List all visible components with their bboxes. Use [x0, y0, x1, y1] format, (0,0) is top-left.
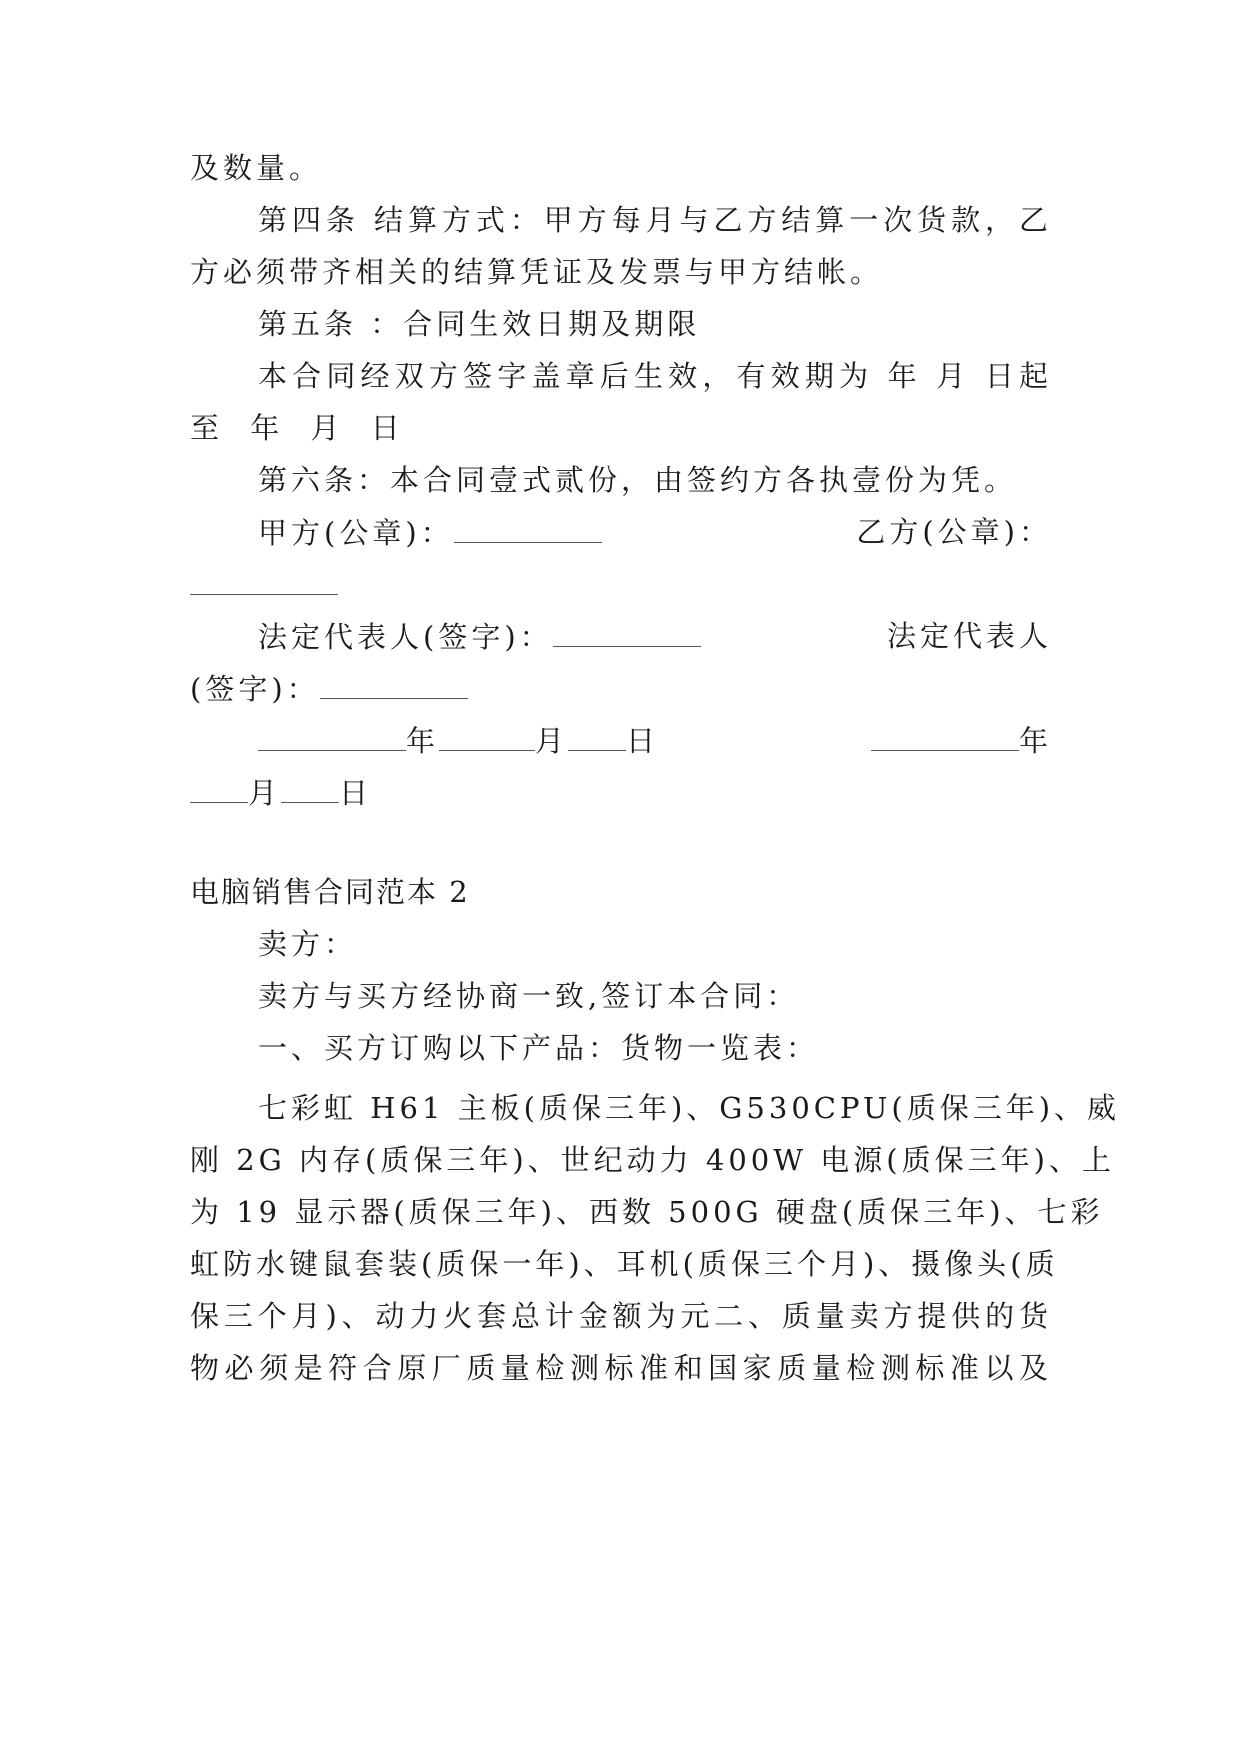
- article-6-line: 第六条：本合同壹式贰份，由签约方各执壹份为凭。: [258, 463, 1018, 497]
- rep-b-label: 法定代表人: [886, 619, 1052, 653]
- date-a-month-label: 月: [535, 724, 569, 758]
- contract-2-title: 电脑销售合同范本 2: [190, 875, 470, 909]
- date-b-year-label: 年: [1018, 724, 1052, 758]
- rep-b-sign-label: (签字)：: [190, 672, 320, 706]
- text-line: 方必须带齐相关的结算凭证及发票与甲方结帐。: [190, 255, 884, 289]
- party-b-seal-blank: [190, 564, 338, 595]
- date-b-row: [190, 772, 1052, 812]
- seller-line: 卖方：: [258, 927, 358, 961]
- date-a-day-blank: [568, 720, 626, 751]
- item-1-line: 一、买方订购以下产品：货物一览表：: [258, 1031, 820, 1065]
- product-line: 物必须是符合原厂质量检测标准和国家质量检测标准以及: [190, 1351, 1052, 1385]
- product-line: 保三个月)、动力火套总计金额为元二、质量卖方提供的货: [190, 1299, 1052, 1333]
- date-row: [258, 720, 1052, 760]
- product-line: 虹防水键鼠套装(质保一年)、耳机(质保三个月)、摄像头(质: [190, 1247, 1059, 1281]
- rep-b-row: [190, 668, 1052, 708]
- rep-a-label: 法定代表人(签字)：: [258, 620, 553, 654]
- party-a-seal-blank: [454, 512, 602, 543]
- date-b-day-blank: [281, 772, 339, 803]
- rep-a-blank: [553, 616, 701, 647]
- party-b-seal-label: 乙方(公章)：: [856, 515, 1052, 549]
- party-seal-row: [258, 512, 1052, 552]
- product-line: 为 19 显示器(质保三年)、西数 500G 硬盘(质保三年)、七彩: [190, 1195, 1104, 1229]
- article-5-heading: 第五条 ：合同生效日期及期限: [258, 307, 701, 341]
- date-a-year-blank: [258, 720, 406, 751]
- date-b-month-blank: [190, 772, 248, 803]
- date-a-month-blank: [439, 720, 535, 751]
- product-line: 七彩虹 H61 主板(质保三年)、G530CPU(质保三年)、威: [258, 1091, 1121, 1125]
- date-b-day-label: 日: [339, 776, 373, 810]
- text-line: 及数量。: [190, 151, 323, 185]
- validity-line-end: 至 年 月 日: [190, 411, 404, 445]
- rep-sign-row: [258, 616, 1052, 656]
- date-a-day-label: 日: [626, 724, 660, 758]
- date-b-year-blank: [871, 720, 1019, 751]
- date-a-year-label: 年: [406, 724, 440, 758]
- date-b-year: [871, 720, 1052, 761]
- article-4-line: 第四条 结算方式：甲方每月与乙方结算一次货款，乙: [258, 203, 1052, 237]
- rep-b-blank: [320, 668, 468, 699]
- date-b-month-label: 月: [248, 776, 282, 810]
- intro-line: 卖方与买方经协商一致,签订本合同：: [258, 979, 800, 1013]
- party-b-seal-row: [190, 564, 1052, 604]
- validity-line: 本合同经双方签字盖章后生效，有效期为 年 月 日起: [258, 359, 1052, 393]
- product-line: 刚 2G 内存(质保三年)、世纪动力 400W 电源(质保三年)、上: [190, 1143, 1115, 1177]
- party-a-seal-label: 甲方(公章)：: [258, 516, 454, 550]
